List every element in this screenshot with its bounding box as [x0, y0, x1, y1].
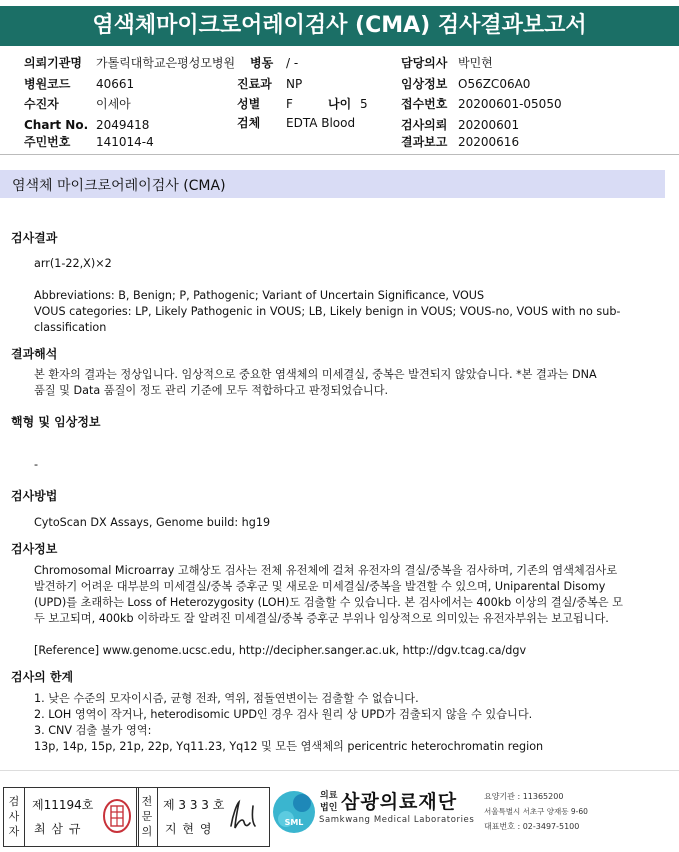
interpretation-heading: 결과해석 [11, 347, 58, 361]
receipt-value: 20200601-05050 [458, 97, 562, 111]
sex-value: F [286, 97, 293, 111]
hospital-code-label: 병원코드 [24, 77, 71, 91]
info-line-2: 발견하기 어려운 대부분의 미세결실/중복 증후군 및 새로운 미세결실/중복을 발견할 수 있으며, Uniparental Disomy [34, 580, 606, 593]
request-value: 20200601 [458, 118, 520, 132]
limits-item-3: 3. CNV 검출 불가 영역: [34, 724, 152, 737]
header-divider [0, 154, 679, 155]
patient-value: 이세아 [96, 97, 131, 111]
specimen-label: 검체 [237, 116, 261, 130]
org-phone: 대표번호 : 02-3497-5100 [484, 822, 580, 831]
patient-label: 수진자 [24, 97, 59, 111]
specialist-box [136, 787, 270, 847]
doctor-value: 박민현 [458, 56, 493, 70]
section-title-bar [0, 170, 665, 198]
abbreviations-line: Abbreviations: B, Benign; P, Pathogenic; Variant of Uncertain Significance, VOUS [34, 289, 485, 302]
age-label: 나이 [328, 97, 352, 111]
specimen-value: EDTA Blood [286, 116, 356, 130]
receipt-label: 접수번호 [401, 97, 448, 111]
info-line-4: 두 보고되며, 400kb 이하라도 잘 알려진 미세결실/중복 증후군 부위나 임상적으로 의미있는 유전자부위는 보고됩니다. [34, 612, 609, 625]
examiner-seal-icon [102, 798, 132, 834]
doctor-label: 담당의사 [401, 56, 448, 70]
interpretation-line-1: 본 환자의 결과는 정상입니다. 임상적으로 중요한 염색체의 미세결실, 중복은 발견되지 않았습니다. *본 결과는 DNA [34, 368, 597, 381]
result-heading: 검사결과 [11, 231, 58, 245]
ward-value: / - [286, 56, 299, 70]
method-heading: 검사방법 [11, 489, 58, 503]
footer-divider [0, 770, 679, 771]
institution-value: 가톨릭대학교은평성모병원 [96, 56, 236, 70]
specialist-name: 지 현 영 [165, 822, 213, 836]
specialist-license: 제 3 3 3 호 [163, 798, 225, 812]
org-address: 서울특별시 서초구 양재동 9-60 [484, 807, 588, 816]
info-heading: 검사정보 [11, 542, 58, 556]
section-title: 염색체 마이크로어레이검사 (CMA) [12, 178, 226, 194]
org-reg-no: 요양기관 : 11365200 [484, 792, 564, 801]
info-line-1: Chromosomal Microarray 고해상도 검사는 전체 유전체에 걸쳐 유전자의 결실/중복을 검사하며, 기존의 염색체검사로 [34, 564, 618, 577]
vous-categories-line: VOUS categories: LP, Likely Pathogenic in VOUS; LB, Likely benign in VOUS; VOUS-no, VOUS with no sub- [34, 305, 621, 318]
clinical-label: 임상정보 [401, 77, 448, 91]
logo-text: SML [284, 818, 304, 827]
age-value: 5 [360, 97, 368, 111]
karyotype-value: - [34, 458, 39, 471]
examiner-name: 최 삼 규 [34, 822, 82, 836]
examiner-label-text: 검사자 [8, 795, 20, 838]
info-reference: [Reference] www.genome.ucsc.edu, http://decipher.sanger.ac.uk, http://dgv.tcag.ca/dgv [34, 644, 527, 657]
report-title: 염색체마이크로어레이검사 (CMA) 검사결과보고서 [0, 6, 679, 46]
limits-item-2: 2. LOH 영역이 작거나, heterodisomic UPD인 경우 검사 원리 상 UPD가 검출되지 않을 수 있습니다. [34, 708, 533, 721]
hospital-code-value: 40661 [96, 77, 135, 91]
chart-label: Chart No. [24, 118, 89, 132]
ward-label: 병동 [250, 56, 274, 70]
org-prefix-bottom: 법인 [320, 803, 338, 813]
specialist-label-text: 전문의 [141, 795, 153, 838]
dept-label: 진료과 [237, 77, 272, 91]
report-value: 20200616 [458, 135, 520, 149]
examiner-label [4, 794, 24, 839]
info-line-3: (UPD)를 초래하는 Loss of Heterozygosity (LOH)도 검출할 수 있습니다. 본 검사에서는 400kb 이상의 결실/중복은 모 [34, 596, 623, 609]
clinical-value: O56ZC06A0 [458, 77, 531, 91]
specialist-label [137, 794, 157, 839]
interpretation-line-2: 품질 및 Data 품질이 정도 관리 기준에 모두 적합하다고 판정되었습니다. [34, 384, 389, 397]
limits-heading: 검사의 한계 [11, 670, 74, 684]
org-name: 삼광의료재단 [341, 791, 458, 813]
examiner-license: 제11194호 [32, 798, 94, 812]
sml-logo-icon [270, 789, 318, 835]
limits-item-4: 13p, 14p, 15p, 21p, 22p, Yq11.23, Yq12 및 모든 염색체의 pericentric heterochromatin region [34, 740, 544, 753]
institution-label: 의뢰기관명 [24, 56, 82, 70]
sex-label: 성별 [237, 97, 261, 111]
method-value: CytoScan DX Assays, Genome build: hg19 [34, 516, 271, 529]
karyotype-heading: 핵형 및 임상정보 [11, 415, 101, 429]
report-label: 결과보고 [401, 135, 448, 149]
result-value: arr(1-22,X)×2 [34, 257, 112, 270]
limits-item-1: 1. 낮은 수준의 모자이시즘, 균형 전좌, 역위, 점돌연변이는 검출할 수 없습니다. [34, 692, 419, 705]
id-label: 주민번호 [24, 135, 71, 149]
dept-value: NP [286, 77, 303, 91]
vous-categories-line-cont: classification [34, 321, 107, 334]
chart-value: 2049418 [96, 118, 150, 132]
id-value: 141014-4 [96, 135, 154, 149]
specialist-signature-icon [223, 796, 263, 838]
examiner-box [3, 787, 139, 847]
org-prefix-top: 의료 [320, 791, 338, 801]
org-name-en: Samkwang Medical Laboratories [319, 815, 475, 825]
request-label: 검사의뢰 [401, 118, 448, 132]
